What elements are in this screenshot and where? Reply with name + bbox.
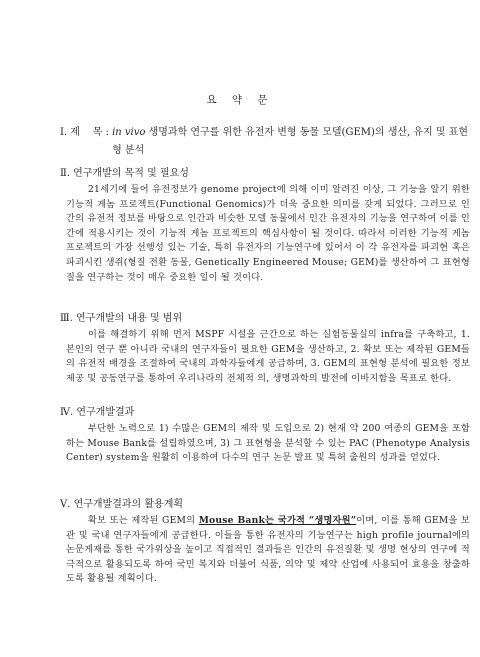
section-utilization: [60, 498, 470, 587]
body-emphasis: Mouse Bank는 국가적 “생명자원”: [198, 515, 357, 526]
project-title-rest: 생명과학 연구를 위한 유전자 변형 동물 모델(GEM)의 생산, 유지 및 표현형 분석: [112, 127, 469, 156]
section-results: [60, 406, 470, 466]
section-body: [60, 514, 470, 587]
section-body: 이를 해결하기 위해 먼저 MSPF 시설을 근간으로 하는 실험동물실의 infra를 구축하고, 1. 본인의 연구 뿐 아니라 국내의 연구자들이 필요한 GEM을 생산하고, 2. 확보 또는 제작된 GEM들의 유전적 배경을 조절하여 국내의 과학자들에게 공급하며, 3. GEM의 표현형 분석에 필요한 정보 제공 및 공동연구를 통하여 우리나라의 전체적 의, 생명과학의 발전에 이바지함을 목표로 한다.: [66, 329, 470, 384]
section-heading: Ⅱ. 연구개발의 목적 및 필요성: [60, 168, 189, 179]
page-title: 요 약 문: [206, 94, 274, 106]
section-body: 부단한 노력으로 1) 수많은 GEM의 제작 및 도입으로 2) 현재 약 200 여종의 GEM을 포함하는 Mouse Bank를 설립하였으며, 3) 그 표현형을 분석할 수 있는 PAC (Phenotype Analysis Center) system을 원활히 이용하여 다수의 연구 논문 발표 및 특허 출원의 성과를 얻었다.: [66, 423, 470, 464]
section-heading: Ⅴ. 연구개발결과의 활용계획: [60, 499, 184, 510]
section-body: 21세기에 들어 유전정보가 genome project에 의해 이미 알려진 이상, 그 기능을 알기 위한 기능적 게놈 프로젝트(Functional Genomics)가 더욱 중요한 의미를 갖게 되었다. 그러므로 인간의 유전적 정보를 바탕으로 인간과 비슷한 모델 동물에서 인간 유전자의 기능을 연구하여 이를 인간에 적용시키는 것이 기능적 게놈 프로젝트의 핵심사항이 될 것이다. 따라서 이러한 기능적 게놈 프로젝트의 가장 선행성 있는 기술, 특히 유전자의 기능연구에 있어서 이 각 유전자를 파괴현 혹은 파괴시킨 생쥐(형질 전환 동물, Genetically Engineered Mouse; GEM)를 생산하여 그 표현형질을 연구하는 것이 매우 중요한 일이 될 것이다.: [66, 184, 470, 283]
section-content-scope: [60, 312, 470, 386]
body-post: 이며, 이를 통해 GEM을 보관 및 국내 연구자들에게 공급한다. 이들을 통한 유전자의 기능연구는 high profile journal에의 논문게재를 통한 국가위상을 높이고 직접적인 결과들은 인간의 유전질환 및 생명 현상의 연구에 적극적으로 활용되도록 하여 국민 복지와 더불어 식품, 의약 및 제약 산업에 사용되어 효용을 창출하도록 활용될 계획이다.: [66, 515, 470, 585]
section-heading: Ⅳ. 연구개발결과: [60, 407, 135, 418]
section-purpose: [60, 167, 470, 285]
section-heading: Ⅲ. 연구개발의 내용 및 범위: [60, 313, 183, 324]
body-pre: 확보 또는 제작된 GEM의: [88, 515, 199, 526]
project-title-label: Ⅰ. 제 목 :: [60, 127, 113, 138]
project-title-text: [112, 124, 470, 160]
project-title-italic: in vivo: [112, 127, 146, 138]
project-title-row: [60, 124, 470, 160]
